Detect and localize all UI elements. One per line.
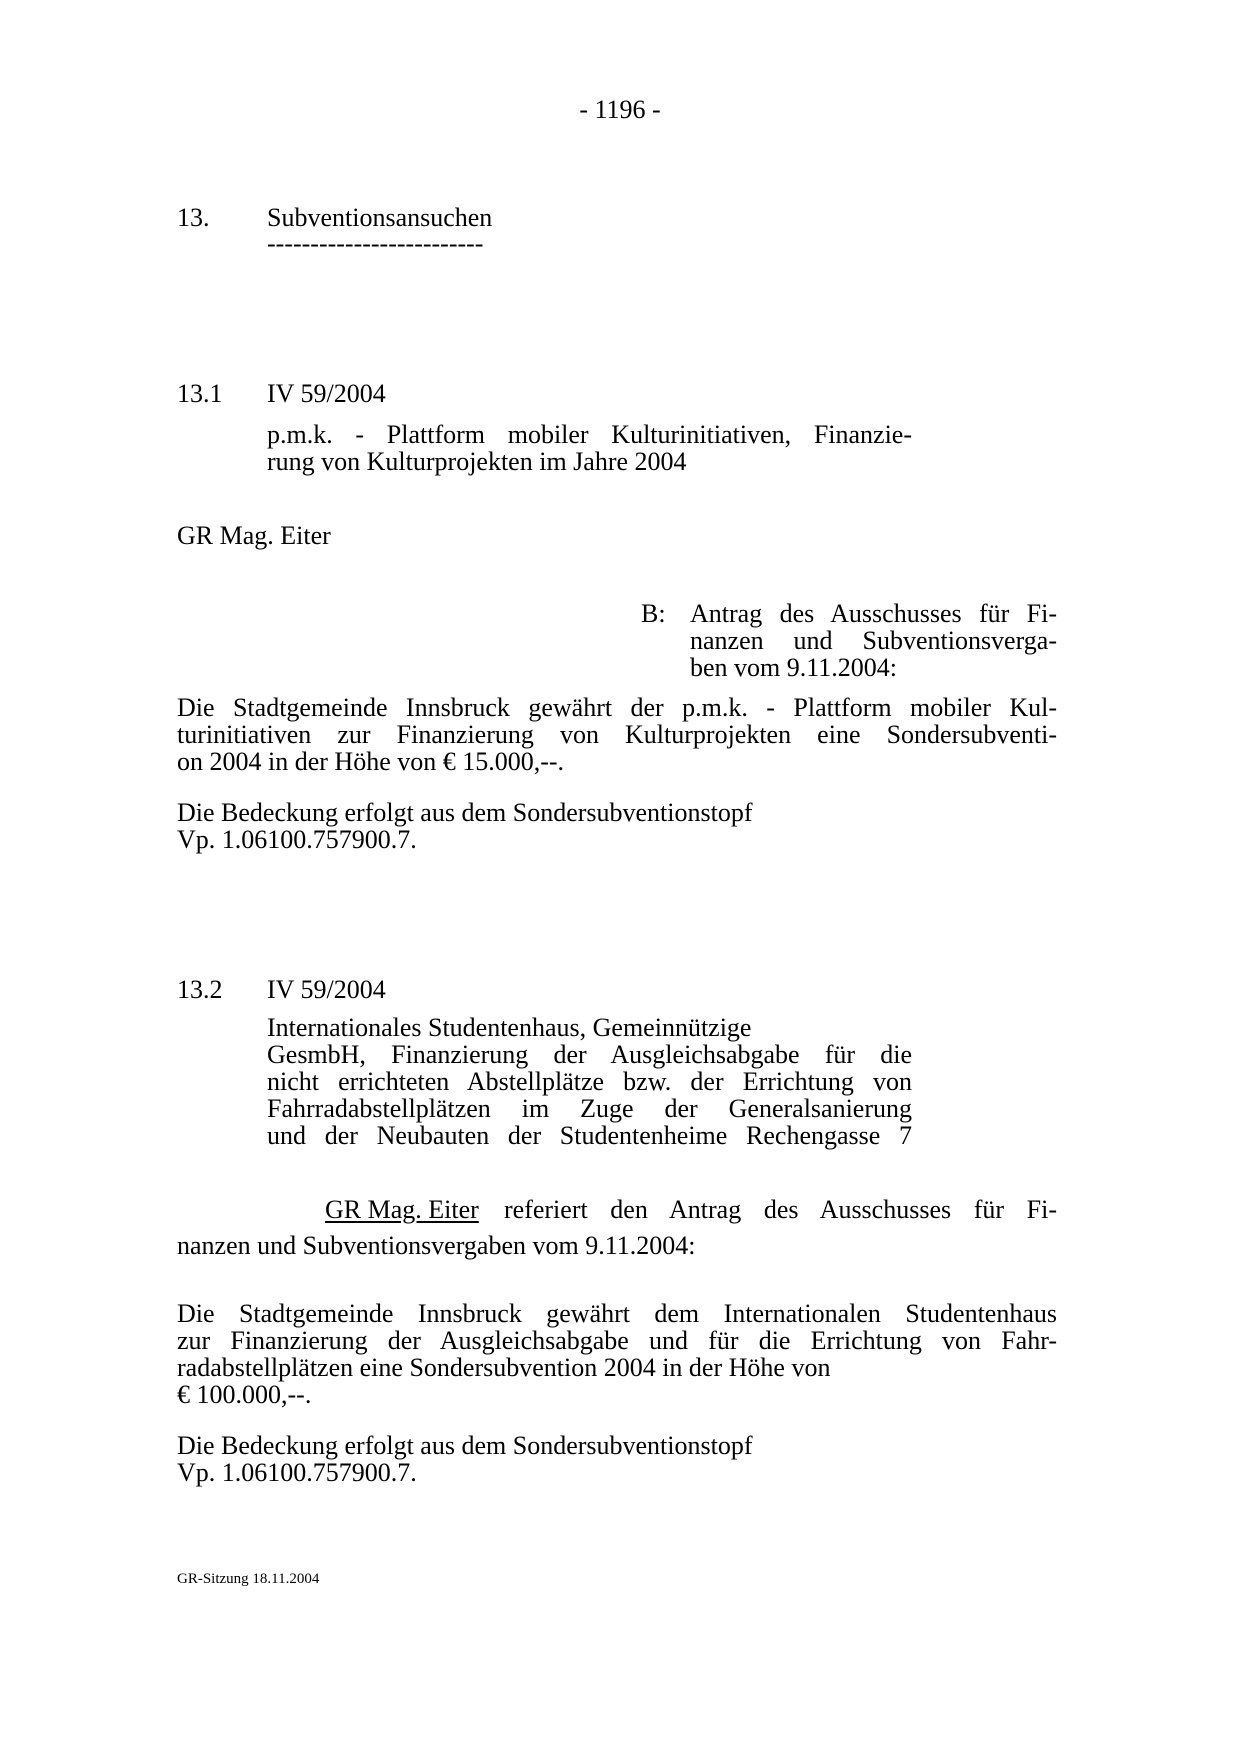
speaker-name: GR Mag. Eiter	[177, 521, 331, 550]
item-number: 13.1	[177, 379, 223, 408]
section-title-underline: -------------------------	[267, 229, 484, 258]
speaker-name: GR Mag. Eiter	[325, 1195, 479, 1224]
item-subject-line: p.m.k. - Plattform mobiler Kulturinitiativen, Finanzie-	[267, 420, 912, 449]
motion-line: ben vom 9.11.2004:	[690, 653, 898, 682]
motion-label: B:	[641, 599, 666, 628]
item-subject-line: Fahrradabstellplätzen im Zuge der Generalsanierung	[267, 1094, 912, 1123]
report-line: referiert den Antrag des Ausschusses für Fi-	[504, 1195, 1057, 1224]
item-subject-line: GesmbH, Finanzierung der Ausgleichsabgabe für die	[267, 1040, 912, 1069]
item-subject-line: und der Neubauten der Studentenheime Rechengasse 7	[267, 1121, 912, 1150]
resolution-line: on 2004 in der Höhe von € 15.000,--.	[177, 747, 565, 776]
coverage-line: Vp. 1.06100.757900.7.	[177, 1458, 417, 1487]
section-title: Subventionsansuchen	[267, 203, 493, 232]
item-subject-line: rung von Kulturprojekten im Jahre 2004	[267, 447, 687, 476]
section-number: 13.	[177, 203, 210, 232]
coverage-line: Die Bedeckung erfolgt aus dem Sondersubventionstopf	[177, 798, 753, 827]
item-subject-line: nicht errichteten Abstellplätze bzw. der Errichtung von	[267, 1067, 912, 1096]
resolution-line: radabstellplätzen eine Sondersubvention 2004 in der Höhe von	[177, 1353, 831, 1382]
item-number: 13.2	[177, 975, 223, 1004]
footer-meeting-date: GR-Sitzung 18.11.2004	[177, 1571, 320, 1587]
motion-line: Antrag des Ausschusses für Fi-	[690, 599, 1057, 628]
resolution-line: zur Finanzierung der Ausgleichsabgabe und für die Errichtung von Fahr-	[177, 1326, 1057, 1355]
coverage-line: Die Bedeckung erfolgt aus dem Sondersubventionstopf	[177, 1431, 753, 1460]
coverage-line: Vp. 1.06100.757900.7.	[177, 825, 417, 854]
motion-line: nanzen und Subventionsverga-	[690, 626, 1057, 655]
page-number: - 1196 -	[579, 95, 661, 124]
item-subject-line: Internationales Studentenhaus, Gemeinnützige	[267, 1013, 752, 1042]
item-reference: IV 59/2004	[267, 975, 386, 1004]
resolution-line: Die Stadtgemeinde Innsbruck gewährt dem Internationalen Studentenhaus	[177, 1299, 1057, 1328]
item-reference: IV 59/2004	[267, 379, 386, 408]
resolution-line: turinitiativen zur Finanzierung von Kulturprojekten eine Sondersubventi-	[177, 720, 1057, 749]
report-line: nanzen und Subventionsvergaben vom 9.11.2004:	[177, 1231, 696, 1260]
resolution-line: Die Stadtgemeinde Innsbruck gewährt der p.m.k. - Plattform mobiler Kul-	[177, 693, 1057, 722]
resolution-line: € 100.000,--.	[177, 1380, 312, 1409]
